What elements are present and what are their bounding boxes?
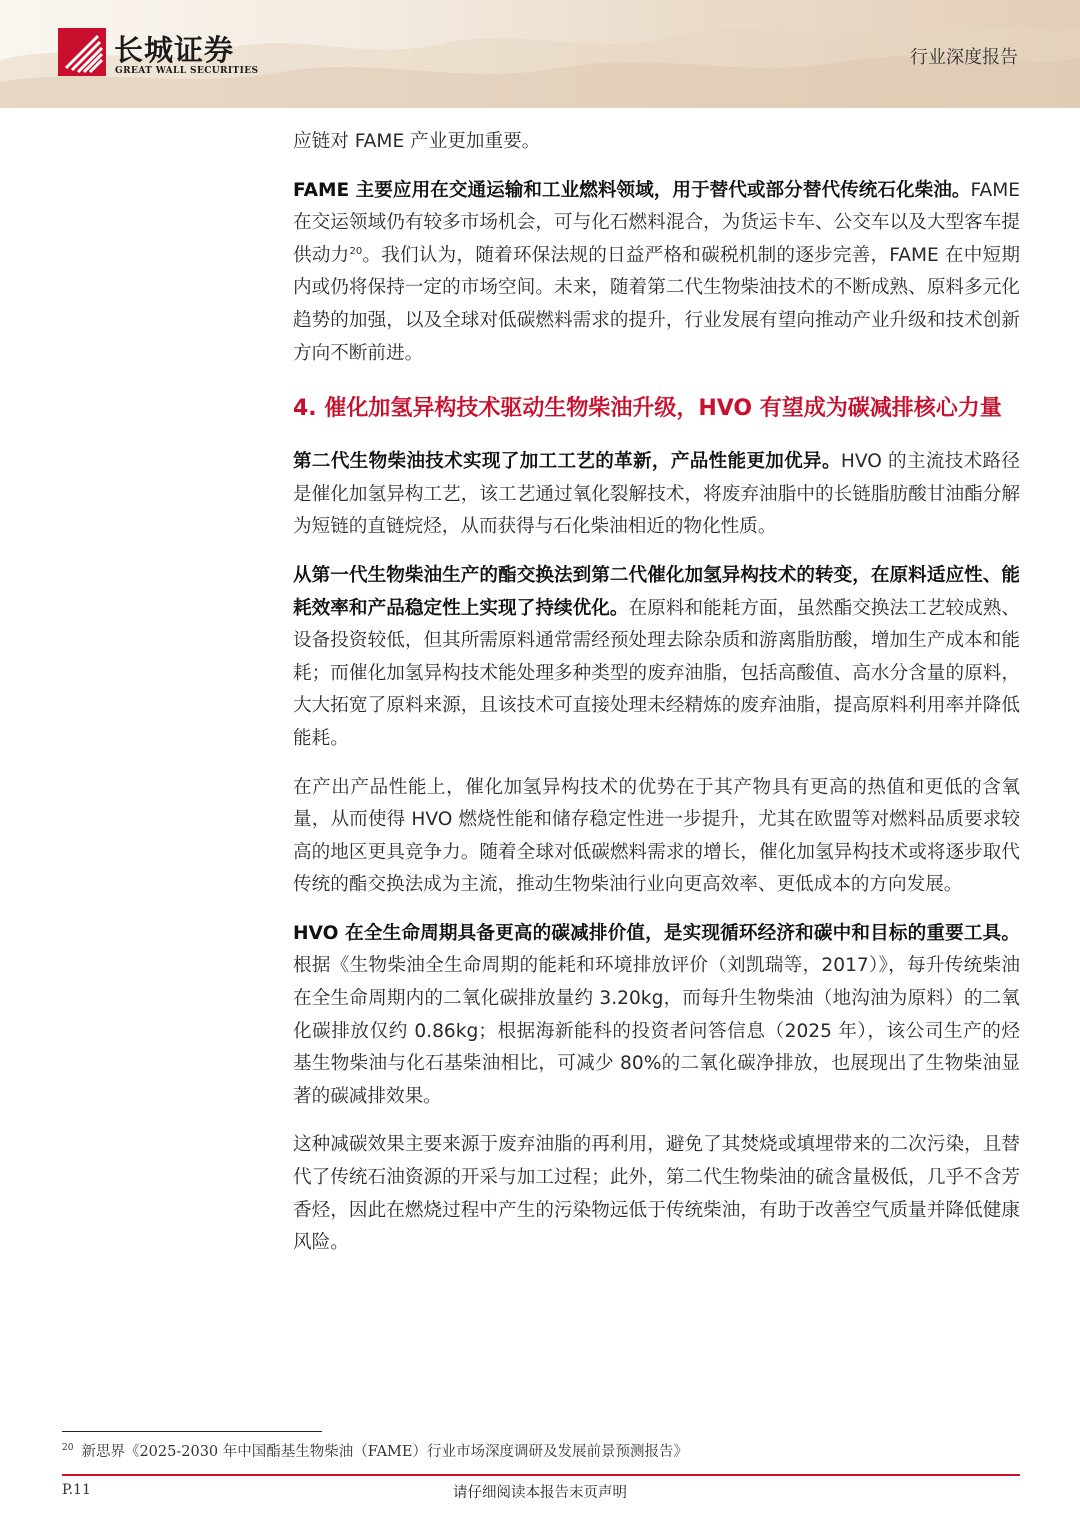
footnote-number: 20 (62, 1443, 74, 1454)
logo-chinese-name: 长城证券 (114, 33, 235, 67)
paragraph-text: 这种减碳效果主要来源于废弃油脂的再利用，避免了其焚烧或填埋带来的二次污染，且替代了传统石油资源的开采与加工过程；此外，第二代生物柴油的硫含量极低，几乎不含芳香烃，因此在燃烧过程中产生的污染物远低于传统柴油，有助于改善空气质量并降低健康风险。 (293, 1134, 1020, 1254)
paragraph-text: 在产出产品性能上，催化加氢异构技术的优势在于其产物具有更高的热值和更低的含氧量，从而使得 HVO 燃烧性能和储存稳定性进一步提升，尤其在欧盟等对燃料品质要求较高的地区更具竞争力。随着全球对低碳燃料需求的增长，催化加氢异构技术或将逐步取代传统的酯交换法成为主流，推动生物柴油行业向更高效率、更低成本的方向发展。 (293, 776, 1020, 896)
paragraph-text: 。我们认为，随着环保法规的日益严格和碳税机制的逐步完善，FAME 在中短期内或仍将保持一定的市场空间。未来，随着第二代生物柴油技术的不断成熟、原料多元化趋势的加强，以及全球对低碳燃料需求的提升，行业发展有望向推动产业升级和技术创新方向不断前进。 (293, 244, 1020, 364)
footnote (62, 1440, 688, 1461)
paragraph-lead-bold: 第二代生物柴油技术实现了加工工艺的革新，产品性能更加优异。 (293, 451, 841, 473)
paragraph-second-gen (293, 446, 1020, 544)
footer-disclaimer: 请仔细阅读本报告末页声明 (453, 1485, 627, 1501)
footnote-reference[interactable]: 20 (349, 245, 363, 257)
paragraph-lead-bold: HVO 在全生命周期具备更高的碳减排价值，是实现循环经济和碳中和目标的重要工具。 (293, 922, 1020, 944)
page-header (0, 0, 1080, 108)
main-content (293, 126, 1020, 1276)
paragraph-emission-reduction (293, 1129, 1020, 1259)
footer-divider (62, 1474, 1020, 1476)
section-heading: 4. 催化加氢异构技术驱动生物柴油升级，HVO 有望成为碳减排核心力量 (293, 396, 1002, 422)
paragraph-0 (293, 126, 1020, 159)
company-logo (58, 28, 258, 80)
paragraph-product-performance (293, 772, 1020, 902)
page-number: P.11 (62, 1482, 91, 1498)
logo-english-name: GREAT WALL SECURITIES (115, 66, 259, 76)
logo-icon (58, 28, 106, 76)
paragraph-lead-bold: 从第一代生物柴油生产的酯交换法到第二代催化加氢异构技术的转变，在原料适应性、能耗效率和产品稳定性上实现了持续优化。 (293, 564, 1020, 619)
paragraph-text: FAME 在交运领域仍有较多市场机会，可与化石燃料混合，为货运卡车、公交车以及大型客车提供动力 (293, 179, 1020, 266)
paragraph-text: 在原料和能耗方面，虽然酯交换法工艺较成熟、设备投资较低，但其所需原料通常需经预处理去除杂质和游离脂肪酸，增加生产成本和能耗；而催化加氢异构技术能处理多种类型的废弃油脂，包括高酸值、高水分含量的原料，大大拓宽了原料来源，且该技术可直接处理未经精炼的废弃油脂，提高原料利用率并降低能耗。 (293, 597, 1020, 749)
paragraph-carbon-value (293, 918, 1020, 1114)
paragraph-text: 应链对 FAME 产业更加重要。 (293, 131, 541, 152)
paragraph-lead-bold: FAME 主要应用在交通运输和工业燃料领域，用于替代或部分替代传统石化柴油。 (293, 179, 971, 201)
footnote-divider (62, 1431, 322, 1432)
report-type: 行业深度报告 (910, 47, 1018, 68)
paragraph-transition (293, 560, 1020, 756)
paragraph-fame-application (293, 175, 1020, 371)
footnote-text: 新思界《2025-2030 年中国酯基生物柴油（FAME）行业市场深度调研及发展前景预测报告》 (81, 1444, 688, 1460)
paragraph-text: 根据《生物柴油全生命周期的能耗和环境排放评价（刘凯瑞等，2017）》，每升传统柴油在全生命周期内的二氧化碳排放量约 3.20kg，而每升生物柴油（地沟油为原料）的二氧化碳排放仅约 0.86kg；根据海新能科的投资者问答信息（2025 年），该公司生产的烃基生物柴油与化石基柴油相比，可减少 80%的二氧化碳净排放，也展现出了生物柴油显著的碳减排效果。 (293, 955, 1020, 1107)
paragraph-text: HVO 的主流技术路径是催化加氢异构工艺，该工艺通过氧化裂解技术，将废弃油脂中的长链脂肪酸甘油酯分解为短链的直链烷烃，从而获得与石化柴油相近的物化性质。 (293, 451, 1020, 538)
